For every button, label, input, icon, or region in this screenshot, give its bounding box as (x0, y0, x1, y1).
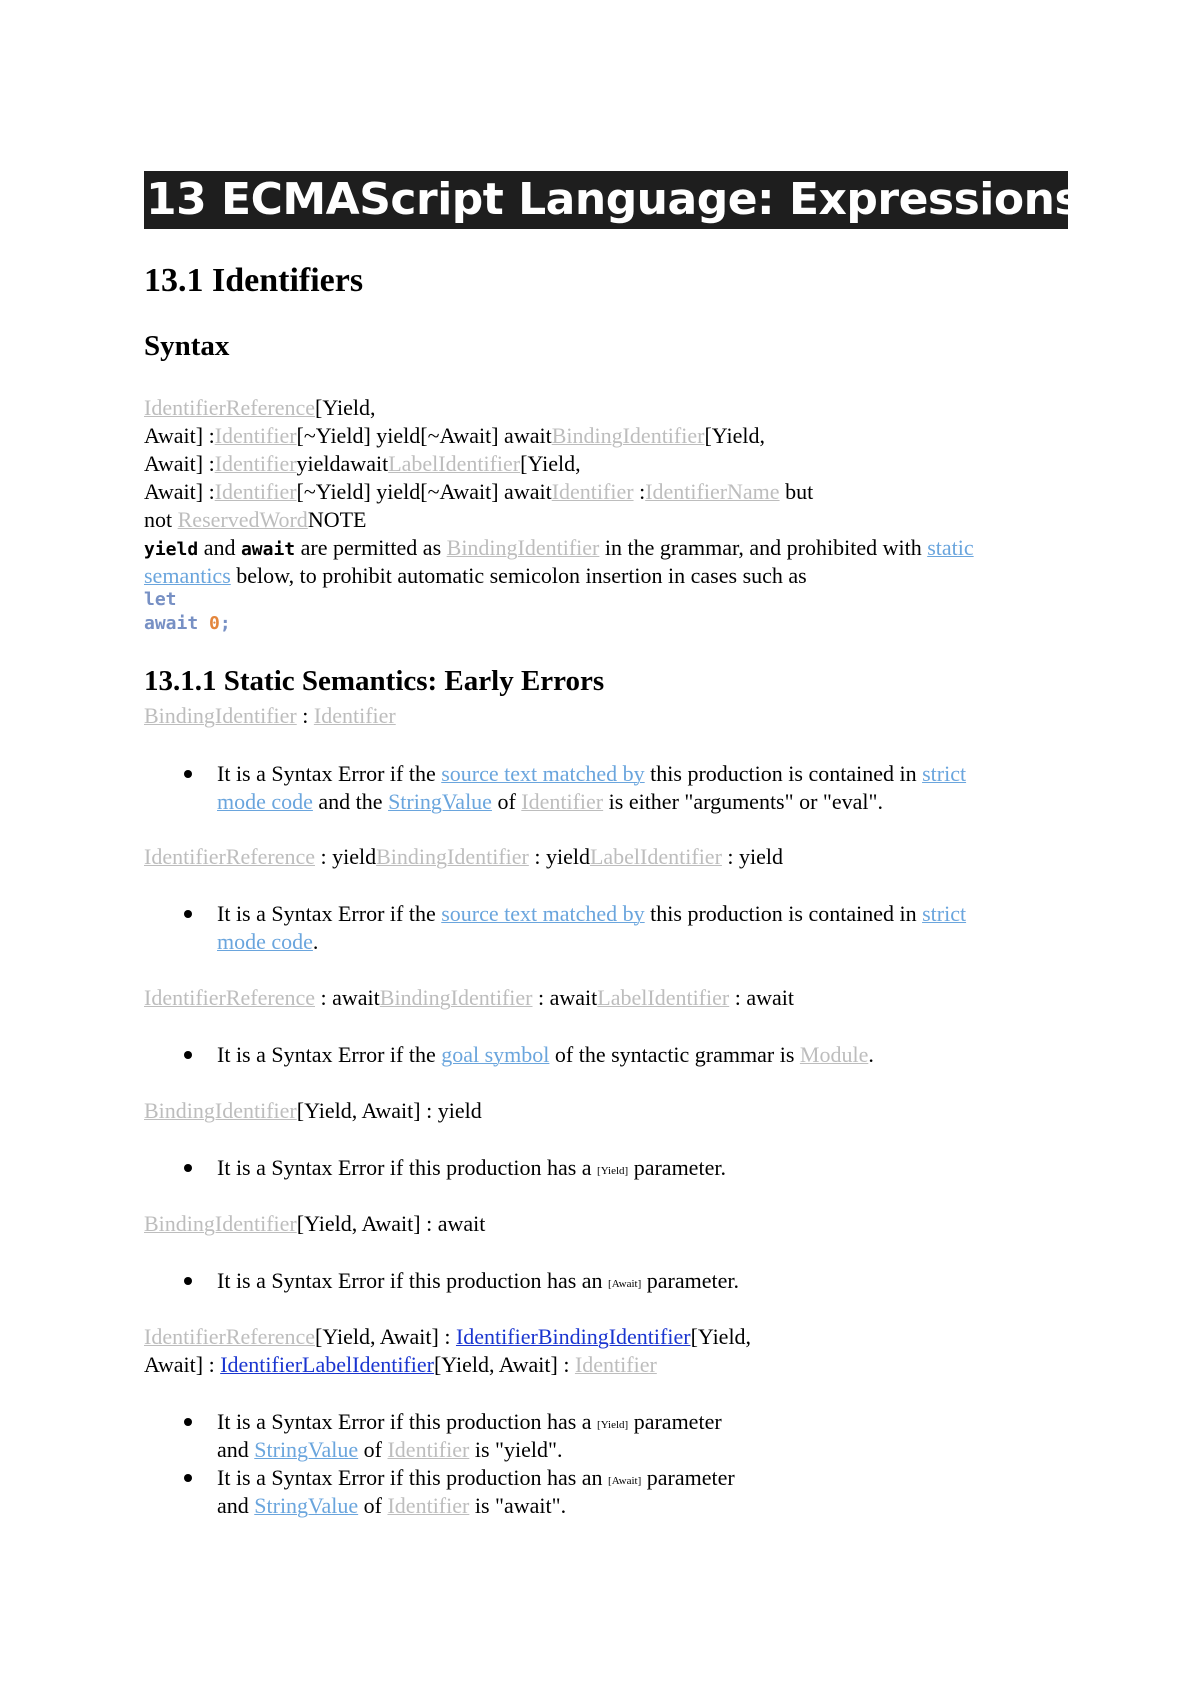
nonterminal-link[interactable]: BindingIdentifier (144, 1211, 297, 1236)
bullet-dot (184, 1277, 192, 1285)
source-text-link[interactable]: source text matched by (441, 901, 645, 926)
bullet-text: of the syntactic grammar is (549, 1042, 800, 1067)
strict-mode-link[interactable]: strict (922, 761, 967, 786)
nonterminal-link[interactable]: IdentifierReference (144, 1324, 315, 1349)
code-keyword-let: let (144, 589, 177, 610)
bullet-text: parameter (641, 1465, 735, 1490)
production-rule-5 (144, 1210, 485, 1238)
code-line-1 (144, 588, 177, 612)
static-semantics-link[interactable]: static (927, 535, 974, 560)
note-text: below, to prohibit automatic semicolon insertion in cases such as (230, 563, 807, 588)
rule-text: Await] : (144, 1352, 221, 1377)
bullet-text: is "yield". (469, 1437, 563, 1462)
heading-2: 13.1 Identifiers (144, 262, 364, 299)
bullet-text: this production is contained in (644, 901, 923, 926)
bullet-text: parameter. (641, 1268, 739, 1293)
nonterminal-link[interactable]: BindingIdentifier (144, 1098, 297, 1123)
bullet-text: parameter. (628, 1155, 726, 1180)
syntax-text: yieldawait (296, 451, 389, 476)
bullet-text: this production is contained in (644, 761, 923, 786)
nonterminal-link[interactable]: IdentifierReference (144, 395, 315, 420)
syntax-text: : (633, 479, 646, 504)
nonterminal-link[interactable]: Module (799, 1042, 869, 1067)
bullet-dot (184, 770, 192, 778)
code-keyword: yield (144, 539, 199, 560)
bullet-6-line-1 (217, 1408, 722, 1439)
nonterminal-link[interactable]: Identifier (387, 1493, 470, 1518)
production-rule-6-line-2 (144, 1351, 657, 1379)
production-rule-4 (144, 1097, 482, 1125)
nonterminal-link[interactable]: IdentifierReference (144, 985, 315, 1010)
nonterminal-link[interactable]: LabelIdentifier (388, 451, 521, 476)
syntax-line-1 (144, 394, 376, 422)
rule-text: : await (729, 985, 794, 1010)
rule-text: : yield (528, 844, 590, 869)
nonterminal-link[interactable]: LabelIdentifier (597, 985, 730, 1010)
rule-text: [Yield, Await] : yield (296, 1098, 482, 1123)
syntax-text: Await] : (144, 423, 215, 448)
parameter-tag: [Await] (608, 1278, 642, 1290)
parameter-tag: [Yield] (597, 1419, 629, 1431)
note-text: and (198, 535, 241, 560)
bullet-7-line-2 (217, 1492, 566, 1520)
bullet-7-line-1 (217, 1464, 735, 1495)
bullet-dot (184, 1474, 192, 1482)
bullet-text: and (217, 1493, 255, 1518)
rule-text: : await (532, 985, 598, 1010)
parameter-tag: [Yield] (597, 1165, 629, 1177)
strict-mode-link[interactable]: mode code (217, 929, 313, 954)
nonterminal-link[interactable]: BindingIdentifier (376, 844, 529, 869)
bullet-text: . (868, 1042, 874, 1067)
rule-text: [Yield, Await] : await (296, 1211, 486, 1236)
nonterminal-link[interactable]: Identifier (551, 479, 634, 504)
bullet-text: It is a Syntax Error if this production has an (217, 1465, 609, 1490)
strict-mode-link[interactable]: strict (922, 901, 967, 926)
bullet-1-line-1 (217, 760, 966, 788)
rule-text: [Yield, Await] : (315, 1324, 456, 1349)
bullet-text: It is a Syntax Error if the (217, 901, 442, 926)
syntax-text: [Yield, (315, 395, 376, 420)
stringvalue-link[interactable]: StringValue (254, 1437, 359, 1462)
bullet-2-line-1 (217, 900, 966, 928)
bullet-5 (217, 1267, 739, 1298)
bullet-text: of (358, 1437, 388, 1462)
stringvalue-link[interactable]: StringValue (254, 1493, 359, 1518)
nonterminal-link[interactable]: BindingIdentifier (551, 423, 705, 448)
bullet-4 (217, 1154, 726, 1185)
heading-1: 13 ECMAScript Language: Expressions (146, 174, 1081, 225)
stringvalue-link[interactable]: StringValue (388, 789, 492, 814)
nonterminal-link[interactable]: Identifier (574, 1352, 657, 1377)
code-line-2 (144, 612, 231, 636)
bullet-text: It is a Syntax Error if the (217, 761, 442, 786)
nonterminal-link[interactable]: Identifier (214, 479, 297, 504)
syntax-line-3 (144, 450, 581, 478)
note-line-2 (144, 562, 807, 590)
nonterminal-link[interactable]: ReservedWord (177, 507, 308, 532)
syntax-line-2 (144, 422, 765, 450)
heading-3: 13.1.1 Static Semantics: Early Errors (144, 665, 605, 697)
syntax-heading: Syntax (144, 330, 230, 362)
parameter-tag: [Await] (608, 1475, 642, 1487)
bullet-1-line-2 (217, 788, 883, 816)
nonterminal-link[interactable]: Identifier (521, 789, 604, 814)
bullet-dot (184, 1164, 192, 1172)
bullet-3 (217, 1041, 874, 1069)
bullet-text: of (358, 1493, 388, 1518)
bullet-dot (184, 910, 192, 918)
production-rule-6-line-1 (144, 1323, 751, 1351)
nonterminal-link[interactable]: IdentifierName (645, 479, 780, 504)
rule-text: : (296, 703, 314, 728)
nonterminal-link[interactable]: Identifier (313, 703, 396, 728)
syntax-text: Await] : (144, 451, 215, 476)
bullet-dot (184, 1418, 192, 1426)
bullet-text: and (217, 1437, 255, 1462)
static-semantics-link[interactable]: semantics (144, 563, 231, 588)
bullet-text: is either "arguments" or "eval". (603, 789, 884, 814)
note-text: in the grammar, and prohibited with (599, 535, 928, 560)
bullet-6-line-2 (217, 1436, 562, 1464)
syntax-text: [~Yield] yield[~Await] await (296, 423, 552, 448)
syntax-text: [Yield, (520, 451, 581, 476)
identifier-label-link[interactable]: IdentifierLabelIdentifier (220, 1352, 434, 1377)
rule-text: [Yield, Await] : (433, 1352, 575, 1377)
bullet-text: is "await". (469, 1493, 567, 1518)
note-text: are permitted as (295, 535, 447, 560)
code-keyword-await: await (144, 613, 199, 634)
nonterminal-link[interactable]: BindingIdentifier (144, 703, 297, 728)
bullet-text: It is a Syntax Error if this production has a (217, 1155, 598, 1180)
goal-symbol-link[interactable]: goal symbol (441, 1042, 550, 1067)
production-rule-2 (144, 843, 783, 871)
bullet-text: It is a Syntax Error if the (217, 1042, 442, 1067)
bullet-dot (184, 1051, 192, 1059)
rule-text: : await (315, 985, 380, 1010)
syntax-text: [~Yield] yield[~Await] await (296, 479, 552, 504)
nonterminal-link[interactable]: BindingIdentifier (446, 535, 600, 560)
code-semicolon: ; (219, 613, 231, 634)
bullet-text: It is a Syntax Error if this production has a (217, 1409, 598, 1434)
note-label: NOTE (307, 507, 367, 532)
nonterminal-link[interactable]: Identifier (387, 1437, 470, 1462)
bullet-text: of (491, 789, 522, 814)
strict-mode-link[interactable]: mode code (217, 789, 313, 814)
code-number: 0 (209, 613, 220, 634)
identifier-binding-link[interactable]: IdentifierBindingIdentifier (455, 1324, 691, 1349)
rule-text: : yield (315, 844, 377, 869)
nonterminal-link[interactable]: LabelIdentifier (589, 844, 722, 869)
bullet-text: and the (312, 789, 389, 814)
code-keyword: await (240, 539, 296, 560)
syntax-line-4 (144, 478, 813, 506)
rule-text: : yield (721, 844, 784, 869)
bullet-text: parameter (628, 1409, 722, 1434)
nonterminal-link[interactable]: Identifier (214, 451, 297, 476)
syntax-line-5 (144, 506, 366, 534)
syntax-text: not (144, 507, 178, 532)
bullet-2-line-2 (217, 928, 318, 956)
bullet-text: It is a Syntax Error if this production has an (217, 1268, 609, 1293)
nonterminal-link[interactable]: Identifier (214, 423, 297, 448)
bullet-text: . (312, 929, 319, 954)
production-rule-1 (144, 702, 396, 730)
note-line-1 (144, 534, 974, 564)
syntax-text: Await] : (144, 479, 215, 504)
production-rule-3 (144, 984, 794, 1012)
nonterminal-link[interactable]: BindingIdentifier (379, 985, 533, 1010)
rule-text: [Yield, (690, 1324, 752, 1349)
syntax-text: [Yield, (704, 423, 765, 448)
source-text-link[interactable]: source text matched by (441, 761, 645, 786)
nonterminal-link[interactable]: IdentifierReference (144, 844, 315, 869)
syntax-text: but (779, 479, 814, 504)
